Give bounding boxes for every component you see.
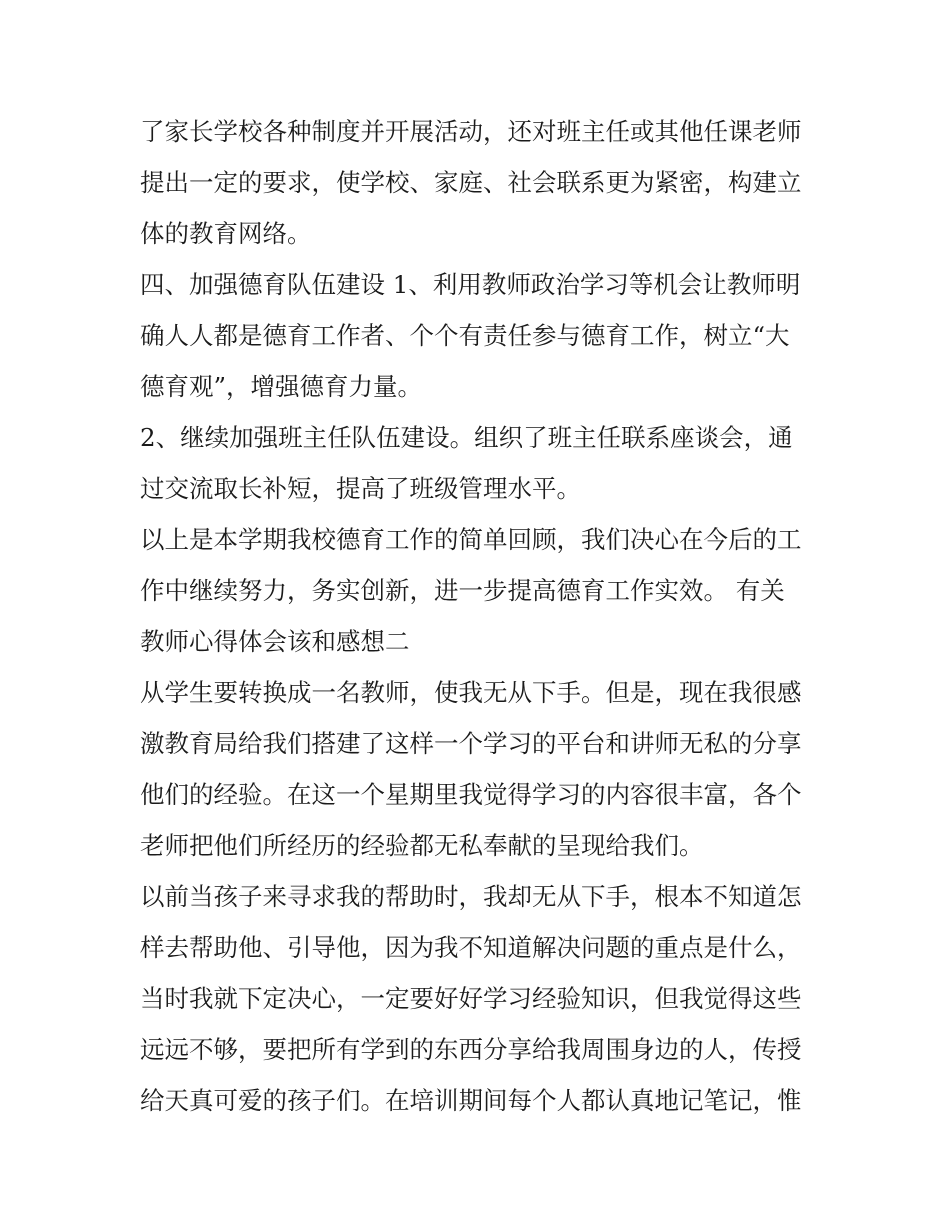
paragraph-5 (140, 667, 812, 871)
text-line: 老师把他们所经历的经验都无私奉献的呈现给我们。 (140, 831, 704, 860)
paragraph-6 (140, 871, 812, 1126)
text-line: 从学生要转换成一名教师，使我无从下手。但是，现在我很感 (140, 678, 802, 707)
text-line: 当时我就下定决心，一定要好好学习经验知识，但我觉得这些 (140, 984, 802, 1013)
paragraph-3 (140, 412, 812, 514)
text-line: 四、加强德育队伍建设 1、利用教师政治学习等机会让教师明 (140, 270, 801, 299)
text-line: 他们的经验。在这一个星期里我觉得学习的内容很丰富，各个 (140, 780, 802, 809)
text-line: 作中继续努力，务实创新，进一步提高德育工作实效。 有关 (140, 576, 785, 605)
text-line: 提出一定的要求，使学校、家庭、社会联系更为紧密，构建立 (140, 168, 802, 197)
text-line: 了家长学校各种制度并开展活动，还对班主任或其他任课老师 (140, 117, 802, 146)
paragraph-4 (140, 514, 812, 667)
text-line: 以上是本学期我校德育工作的简单回顾，我们决心在今后的工 (140, 525, 802, 554)
paragraph-2 (140, 259, 812, 412)
text-line: 德育观”，增强德育力量。 (140, 372, 423, 401)
text-line: 确人人都是德育工作者、个个有责任参与德育工作，树立“大 (140, 321, 790, 350)
text-line: 给天真可爱的孩子们。在培训期间每个人都认真地记笔记，惟 (140, 1086, 802, 1115)
text-line: 远远不够，要把所有学到的东西分享给我周围身边的人，传授 (140, 1035, 802, 1064)
text-line: 激教育局给我们搭建了这样一个学习的平台和讲师无私的分享 (140, 729, 802, 758)
text-line: 2、继续加强班主任队伍建设。组织了班主任联系座谈会，通 (140, 423, 793, 452)
text-line: 过交流取长补短，提高了班级管理水平。 (140, 474, 581, 503)
text-line: 样去帮助他、引导他，因为我不知道解决问题的重点是什么， (140, 933, 802, 962)
text-line: 教师心得体会该和感想二 (140, 627, 410, 656)
text-line: 体的教育网络。 (140, 219, 312, 248)
document-body (140, 106, 812, 1126)
text-line: 以前当孩子来寻求我的帮助时，我却无从下手，根本不知道怎 (140, 882, 802, 911)
paragraph-1 (140, 106, 812, 259)
